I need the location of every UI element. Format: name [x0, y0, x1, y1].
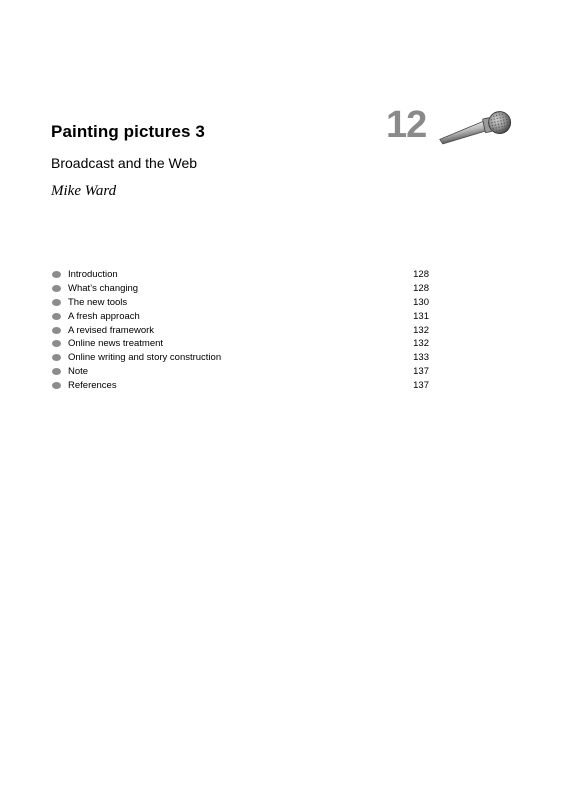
toc-entry [52, 309, 432, 323]
chapter-subtitle: Broadcast and the Web [51, 155, 198, 171]
toc-entry-page: 137 [413, 365, 429, 377]
bullet-icon [52, 271, 61, 278]
bullet-icon [52, 327, 61, 334]
bullet-icon [52, 368, 61, 375]
toc-entry [52, 365, 432, 379]
toc-entry-label: Online writing and story construction [68, 352, 222, 364]
chapter-number: 12 [386, 104, 427, 146]
toc-entry [52, 323, 432, 337]
bullet-icon [52, 382, 61, 389]
toc-entry-page: 137 [413, 379, 429, 391]
bullet-icon [52, 354, 61, 361]
toc-entry-label: A revised framework [68, 324, 155, 336]
toc-entry-label: References [68, 379, 117, 391]
microphone-icon [434, 104, 514, 150]
toc-entry [52, 337, 432, 351]
toc-entry-label: Online news treatment [68, 338, 164, 350]
bullet-icon [52, 340, 61, 347]
table-of-contents [52, 268, 432, 392]
toc-entry [52, 282, 432, 296]
toc-entry-page: 128 [413, 269, 429, 281]
toc-entry-page: 132 [413, 324, 429, 336]
toc-entry [52, 378, 432, 392]
toc-entry [52, 351, 432, 365]
toc-entry-page: 132 [413, 338, 429, 350]
toc-entry-page: 130 [413, 296, 429, 308]
toc-entry-label: Note [68, 365, 89, 377]
bullet-icon [52, 285, 61, 292]
bullet-icon [52, 313, 61, 320]
toc-entry-label: A fresh approach [68, 310, 140, 322]
chapter-title: Painting pictures 3 [51, 122, 205, 141]
toc-entry-label: What’s changing [68, 283, 139, 295]
chapter-author: Mike Ward [51, 183, 117, 199]
toc-entry-page: 131 [413, 310, 429, 322]
toc-entry-label: Introduction [68, 269, 118, 281]
toc-entry-page: 133 [413, 352, 429, 364]
bullet-icon [52, 299, 61, 306]
toc-entry-page: 128 [413, 283, 429, 295]
toc-entry [52, 296, 432, 310]
toc-entry-label: The new tools [68, 296, 128, 308]
toc-entry [52, 268, 432, 282]
